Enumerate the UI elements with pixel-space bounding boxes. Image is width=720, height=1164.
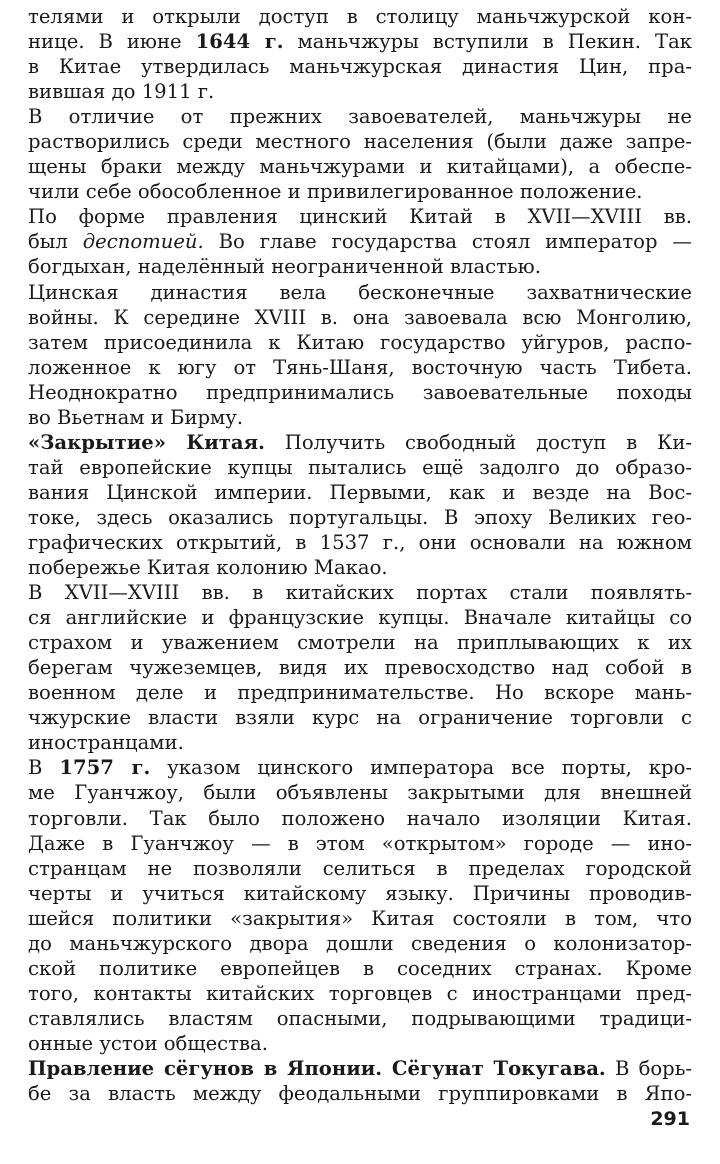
text-run: растворились среди местного населения (были даже запре- xyxy=(28,130,692,154)
text-run: Во главе государства стоял император — xyxy=(203,230,692,254)
text-line xyxy=(28,1031,692,1056)
text-run: в Китае утвердилась маньчжурская династия Цин, пра- xyxy=(28,55,692,79)
text-line xyxy=(28,730,692,755)
text-line xyxy=(28,380,692,405)
text-run: В XVII—XVIII вв. в китайских портах стали появлять- xyxy=(28,581,692,605)
text-line xyxy=(28,480,692,505)
text-line xyxy=(28,630,692,655)
text-line xyxy=(28,1056,692,1081)
text-line xyxy=(28,881,692,906)
text-line xyxy=(28,355,692,380)
text-line xyxy=(28,430,692,455)
text-run: В xyxy=(28,756,60,780)
text-line xyxy=(28,981,692,1006)
page-number: 291 xyxy=(650,1108,690,1130)
text-run: графических открытий, в 1537 г., они основали на южном xyxy=(28,530,692,554)
text-run: берегам чужеземцев, видя их превосходство над собой в xyxy=(28,656,692,680)
text-run: военном деле и предпринимательстве. Но вскоре мань- xyxy=(28,681,692,705)
text-run: до маньчжурского двора дошли сведения о колонизатор- xyxy=(28,931,692,955)
text-line xyxy=(28,179,692,204)
text-run: богдыхан, наделённый неограниченной властью. xyxy=(28,255,541,279)
bold-date: 1757 г. xyxy=(59,756,151,780)
text-line xyxy=(28,79,692,104)
text-line xyxy=(28,54,692,79)
text-run: ставлялись властям опасными, подрывающими традици- xyxy=(28,1006,692,1030)
text-run: иностранцами. xyxy=(28,731,184,755)
text-line xyxy=(28,505,692,530)
text-line xyxy=(28,580,692,605)
italic-term: деспотией. xyxy=(82,230,204,254)
text-run: нице. В июне xyxy=(28,30,196,54)
section-heading: «Закрытие» Китая. xyxy=(28,430,265,454)
text-run: бе за власть между феодальными группировками в Япо- xyxy=(28,1082,692,1106)
text-run: онные устои общества. xyxy=(28,1031,268,1055)
text-run: токе, здесь оказались португальцы. В эпоху Великих гео- xyxy=(28,505,692,529)
text-line xyxy=(28,931,692,956)
text-line xyxy=(28,705,692,730)
text-line xyxy=(28,154,692,179)
text-run: В борь- xyxy=(605,1056,692,1080)
text-run: побережье Китая колонию Макао. xyxy=(28,556,388,580)
text-run: странцам не позволяли селиться в пределах городской xyxy=(28,856,692,880)
text-run: По форме правления цинский Китай в XVII—XVIII вв. xyxy=(28,205,692,229)
text-run: страхом и уважением смотрели на приплывающих к их xyxy=(28,631,692,655)
text-line xyxy=(28,605,692,630)
text-run: затем присоединила к Китаю государство уйгуров, распо- xyxy=(28,330,692,354)
text-line xyxy=(28,129,692,154)
text-run: маньчжуры вступили в Пекин. Так xyxy=(283,30,692,54)
text-line xyxy=(28,856,692,881)
text-run: вания Цинской империи. Первыми, как и везде на Вос- xyxy=(28,480,692,504)
text-run: ме Гуанчжоу, были объявлены закрытыми для внешней xyxy=(28,781,692,805)
text-run: ской политике европейцев в соседних странах. Кроме xyxy=(28,956,692,980)
text-line xyxy=(28,229,692,254)
text-run: тай европейские купцы пытались ещё задолго до образо- xyxy=(28,455,692,479)
text-line xyxy=(28,906,692,931)
text-line xyxy=(28,755,692,780)
text-run: щены браки между маньчжурами и китайцами), а обеспе- xyxy=(28,155,692,179)
text-line xyxy=(28,1006,692,1031)
text-line xyxy=(28,405,692,430)
text-run: войны. К середине XVIII в. она завоевала всю Монголию, xyxy=(28,305,692,329)
text-line xyxy=(28,780,692,805)
text-line xyxy=(28,305,692,330)
text-line xyxy=(28,806,692,831)
text-run: во Вьетнам и Бирму. xyxy=(28,405,244,429)
text-run: Даже в Гуанчжоу — в этом «открытом» городе — ино- xyxy=(28,831,692,855)
text-line xyxy=(28,29,692,54)
text-line xyxy=(28,330,692,355)
text-run: ся английские и французские купцы. Вначале китайцы со xyxy=(28,606,692,630)
text-run: чжурские власти взяли курс на ограничение торговли с xyxy=(28,706,692,730)
text-line xyxy=(28,104,692,129)
text-run: шейся политики «закрытия» Китая состояли в том, что xyxy=(28,906,692,930)
text-line xyxy=(28,530,692,555)
text-run: Цинская династия вела бесконечные захватнические xyxy=(28,280,692,304)
section-heading: Правление сёгунов в Японии. Сёгунат Токугава. xyxy=(28,1056,606,1080)
text-run: В отличие от прежних завоевателей, маньчжуры не xyxy=(28,105,692,129)
text-line xyxy=(28,831,692,856)
text-run: того, контакты китайских торговцев с иностранцами пред- xyxy=(28,981,692,1005)
text-line xyxy=(28,655,692,680)
text-run: вившая до 1911 г. xyxy=(28,80,215,104)
text-run: указом цинского императора все порты, кро- xyxy=(150,756,692,780)
text-line xyxy=(28,254,692,279)
text-run: был xyxy=(28,230,83,254)
text-run: Неоднократно предпринимались завоевательные походы xyxy=(28,380,692,404)
text-line xyxy=(28,555,692,580)
text-line xyxy=(28,204,692,229)
text-run: черты и учиться китайскому языку. Причины проводив- xyxy=(28,881,692,905)
text-line xyxy=(28,680,692,705)
text-run: Получить свободный доступ в Ки- xyxy=(264,430,692,454)
text-run: ложенное к югу от Тянь-Шаня, восточную часть Тибета. xyxy=(28,355,692,379)
text-line xyxy=(28,1081,692,1106)
text-line xyxy=(28,280,692,305)
text-line xyxy=(28,956,692,981)
text-run: чили себе обособленное и привилегированное положение. xyxy=(28,180,643,204)
page-body xyxy=(28,0,692,1106)
text-run: телями и открыли доступ в столицу маньчжурской кон- xyxy=(28,5,692,28)
bold-date: 1644 г. xyxy=(195,30,284,54)
text-line xyxy=(28,4,692,29)
text-run: торговли. Так было положено начало изоляции Китая. xyxy=(28,806,692,830)
text-line xyxy=(28,455,692,480)
